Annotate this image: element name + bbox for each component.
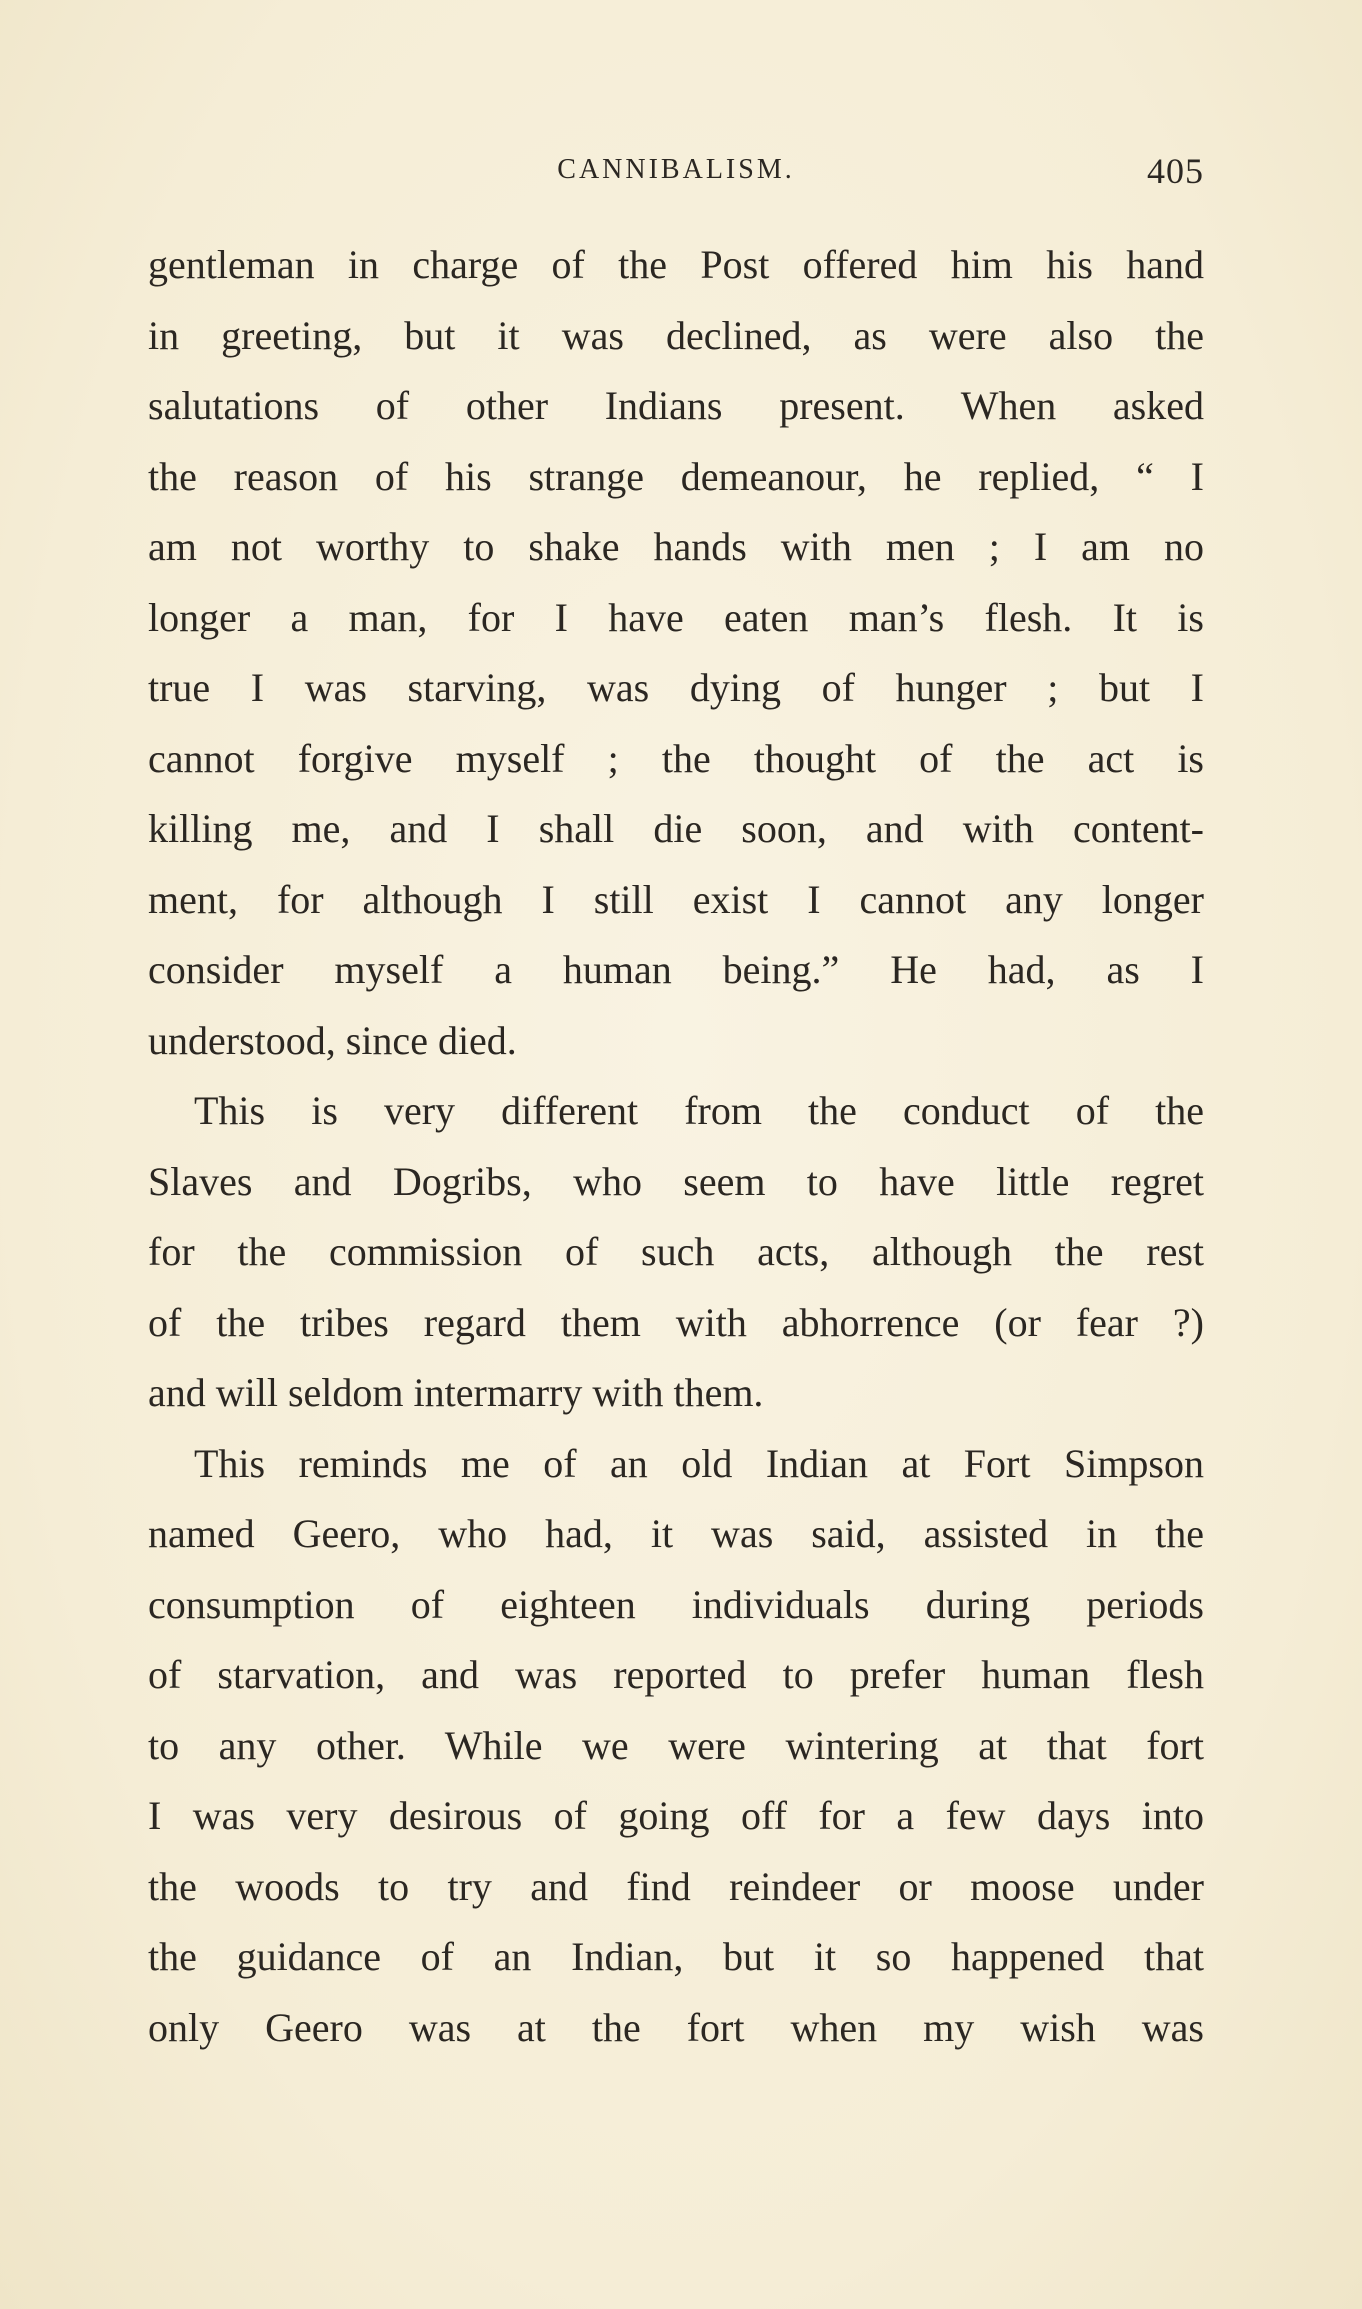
- text-line: of the tribes regard them with abhorrence (or fear ?): [148, 1299, 1204, 1345]
- text-line: of starvation, and was reported to prefer human flesh: [148, 1652, 1204, 1697]
- running-title: CANNIBALISM.: [557, 154, 795, 185]
- text-line: salutations of other Indians present. When asked: [148, 383, 1204, 428]
- page-number: 405: [1147, 151, 1204, 191]
- text-line: understood, since died.: [148, 1017, 517, 1063]
- text-line: the woods to try and find reindeer or moose under: [148, 1863, 1204, 1909]
- text-line: in greeting, but it was declined, as were also the: [148, 312, 1204, 358]
- text-line: Slaves and Dogribs, who seem to have little regret: [148, 1158, 1204, 1204]
- running-head: [148, 150, 1204, 198]
- text-line: only Geero was at the fort when my wish was: [148, 2004, 1204, 2050]
- text-line: ment, for although I still exist I cannot any longer: [148, 876, 1204, 922]
- text-line: and will seldom intermarry with them.: [148, 1370, 764, 1415]
- text-line: am not worthy to shake hands with men ; I am no: [148, 524, 1204, 569]
- text-line: the reason of his strange demeanour, he replied, “ I: [148, 453, 1204, 499]
- text-line: This reminds me of an old Indian at Fort Simpson: [194, 1440, 1204, 1486]
- text-line: This is very different from the conduct of the: [194, 1088, 1204, 1133]
- text-line: consumption of eighteen individuals during periods: [148, 1581, 1204, 1627]
- text-line: cannot forgive myself ; the thought of the act is: [148, 735, 1204, 781]
- text-line: killing me, and I shall die soon, and with content-: [148, 806, 1204, 851]
- text-line: gentleman in charge of the Post offered him his hand: [148, 242, 1204, 287]
- text-line: true I was starving, was dying of hunger ; but I: [148, 665, 1204, 710]
- text-line: consider myself a human being.” He had, as I: [148, 947, 1204, 992]
- text-line: to any other. While we were wintering at that fort: [148, 1722, 1204, 1768]
- body-text: [148, 230, 1204, 2063]
- text-line: I was very desirous of going off for a few days into: [148, 1793, 1204, 1838]
- text-line: named Geero, who had, it was said, assisted in the: [148, 1511, 1204, 1556]
- text-line: longer a man, for I have eaten man’s flesh. It is: [148, 594, 1204, 640]
- text-line: the guidance of an Indian, but it so happened that: [148, 1934, 1204, 1979]
- text-line: for the commission of such acts, although the rest: [148, 1229, 1204, 1274]
